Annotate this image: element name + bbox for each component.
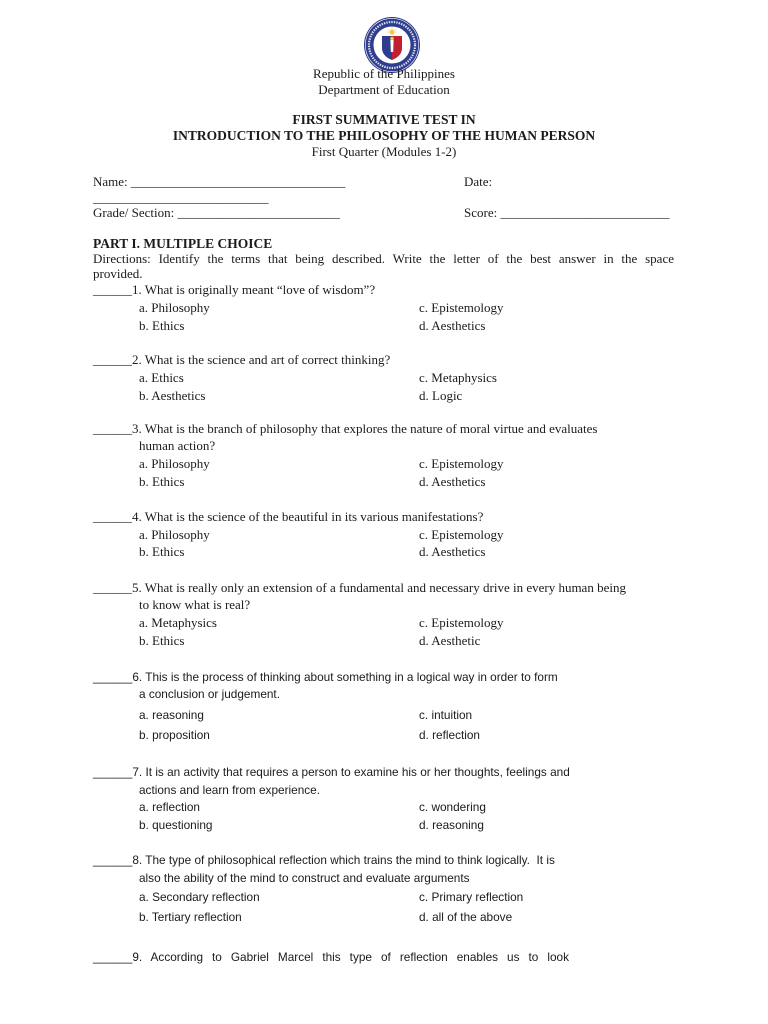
option-d: d. Aesthetics — [419, 544, 486, 559]
option-a: a. Philosophy — [139, 300, 210, 315]
option-c: c. Primary reflection — [419, 890, 524, 904]
option-d: d. reasoning — [419, 818, 484, 832]
option-c: c. Epistemology — [419, 300, 504, 315]
option-a: a. Philosophy — [139, 527, 210, 542]
question-1 — [93, 282, 683, 333]
option-b: b. Ethics — [139, 474, 185, 489]
directions-line-1: Directions: Identify the terms that being described. Write the letter of the best answer in the space — [93, 251, 674, 266]
option-d: d. Aesthetics — [419, 474, 486, 489]
grade-section-field: Grade/ Section: _________________________ — [93, 205, 340, 220]
option-b: b. Tertiary reflection — [139, 910, 242, 924]
question-stem: ______1. What is originally meant “love of wisdom”? — [93, 282, 376, 297]
question-stem-continued: to know what is real? — [139, 597, 251, 612]
question-stem: ______9. According to Gabriel Marcel this type of reflection enables us to look — [93, 950, 569, 964]
option-a: a. reflection — [139, 800, 200, 814]
question-7 — [93, 765, 683, 832]
option-d: d. Logic — [419, 388, 463, 403]
option-b: b. proposition — [139, 728, 210, 742]
directions-line-2: provided. — [93, 266, 143, 281]
question-stem: ______5. What is really only an extension of a fundamental and necessary drive in every human being — [93, 580, 626, 595]
question-stem: ______6. This is the process of thinking about something in a logical way in order to form — [93, 670, 558, 684]
question-stem-continued: also the ability of the mind to construct and evaluate arguments — [139, 871, 470, 885]
question-5 — [93, 580, 683, 648]
question-3 — [93, 421, 683, 489]
option-c: c. Epistemology — [419, 456, 504, 471]
test-title: FIRST SUMMATIVE TEST IN — [292, 112, 476, 127]
option-b: b. Ethics — [139, 544, 185, 559]
option-d: d. Aesthetics — [419, 318, 486, 333]
option-c: c. Metaphysics — [419, 370, 497, 385]
date-underline: ___________________________ — [93, 190, 269, 205]
subject-title: INTRODUCTION TO THE PHILOSOPHY OF THE HUMAN PERSON — [172, 128, 596, 143]
question-8 — [93, 853, 683, 924]
date-field: Date: — [464, 174, 493, 189]
option-c: c. intuition — [419, 708, 473, 722]
option-d: d. all of the above — [419, 910, 513, 924]
question-stem-continued: actions and learn from experience. — [139, 783, 320, 797]
option-b: b. Ethics — [139, 633, 185, 648]
quarter-subtitle: First Quarter (Modules 1-2) — [311, 144, 457, 159]
option-b: b. questioning — [139, 818, 213, 832]
question-4 — [93, 509, 683, 559]
option-a: a. Secondary reflection — [139, 890, 260, 904]
question-stem: ______7. It is an activity that requires a person to examine his or her thoughts, feelings and — [93, 765, 570, 779]
option-c: c. Epistemology — [419, 615, 504, 630]
question-stem: ______4. What is the science of the beautiful in its various manifestations? — [93, 509, 484, 524]
question-2 — [93, 352, 683, 403]
name-field: Name: _________________________________ — [93, 174, 346, 189]
question-stem-continued: a conclusion or judgement. — [139, 687, 280, 701]
option-b: b. Aesthetics — [139, 388, 206, 403]
question-stem: ______3. What is the branch of philosophy that explores the nature of moral virtue and evaluates — [93, 421, 598, 436]
republic-line: Republic of the Philippines — [313, 66, 455, 81]
option-a: a. Metaphysics — [139, 615, 217, 630]
question-9 — [93, 950, 683, 964]
question-stem-continued: human action? — [139, 438, 216, 453]
score-field: Score: __________________________ — [464, 205, 670, 220]
department-line: Department of Education — [318, 82, 450, 97]
option-a: a. Philosophy — [139, 456, 210, 471]
option-a: a. reasoning — [139, 708, 204, 722]
part-heading: PART I. MULTIPLE CHOICE — [93, 236, 273, 251]
option-c: c. Epistemology — [419, 527, 504, 542]
option-d: d. Aesthetic — [419, 633, 481, 648]
question-stem: ______2. What is the science and art of correct thinking? — [93, 352, 391, 367]
question-stem: ______8. The type of philosophical reflection which trains the mind to think logically. It is — [93, 853, 555, 867]
option-c: c. wondering — [419, 800, 486, 814]
option-d: d. reflection — [419, 728, 480, 742]
option-b: b. Ethics — [139, 318, 185, 333]
option-a: a. Ethics — [139, 370, 184, 385]
question-6 — [93, 670, 683, 742]
